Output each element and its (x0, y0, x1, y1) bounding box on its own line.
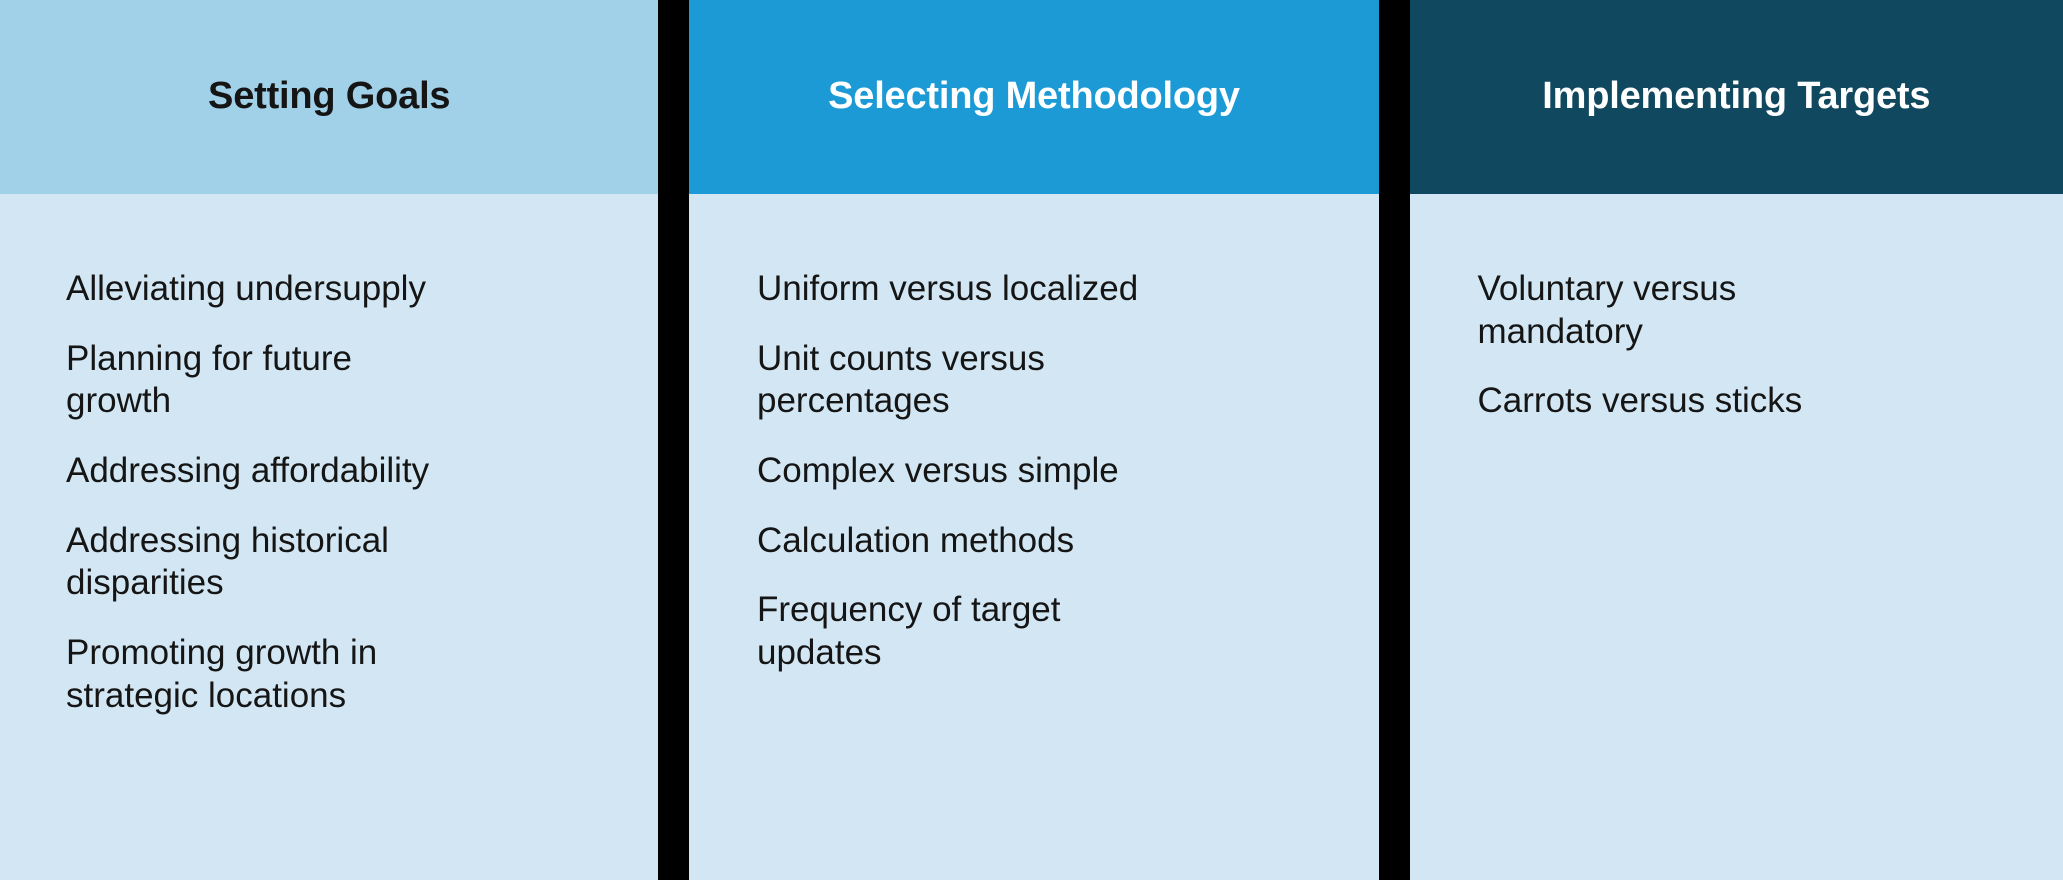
column-title: Setting Goals (208, 75, 451, 118)
column-header-selecting-methodology (689, 0, 1379, 194)
list-item: Unit counts versus percentages (756, 338, 1045, 421)
column-selecting-methodology (689, 0, 1379, 880)
column-setting-goals (0, 0, 658, 880)
list-item: Addressing historical disparities (66, 520, 389, 603)
list-item: Addressing affordability (66, 451, 430, 491)
column-header-setting-goals (0, 0, 658, 194)
column-divider (658, 0, 689, 880)
column-title: Selecting Methodology (828, 75, 1240, 118)
list-item: Frequency of target updates (756, 590, 1061, 673)
list-item: Carrots versus sticks (1477, 381, 1803, 421)
column-body-implementing-targets (1410, 194, 2063, 880)
list-item: Uniform versus localized (756, 269, 1139, 308)
column-body-selecting-methodology (689, 194, 1379, 880)
column-divider (1379, 0, 1410, 880)
column-header-implementing-targets (1410, 0, 2063, 194)
column-body-setting-goals (0, 194, 658, 880)
list-item: Complex versus simple (756, 451, 1119, 491)
column-implementing-targets (1410, 0, 2063, 880)
list-item: Alleviating undersupply (66, 269, 426, 308)
list-item: Planning for future growth (66, 338, 353, 421)
list-item: Calculation methods (756, 520, 1075, 560)
column-title: Implementing Targets (1542, 75, 1931, 118)
list-item: Voluntary versus mandatory (1477, 269, 1737, 351)
list-item: Promoting growth in strategic locations (66, 633, 378, 715)
